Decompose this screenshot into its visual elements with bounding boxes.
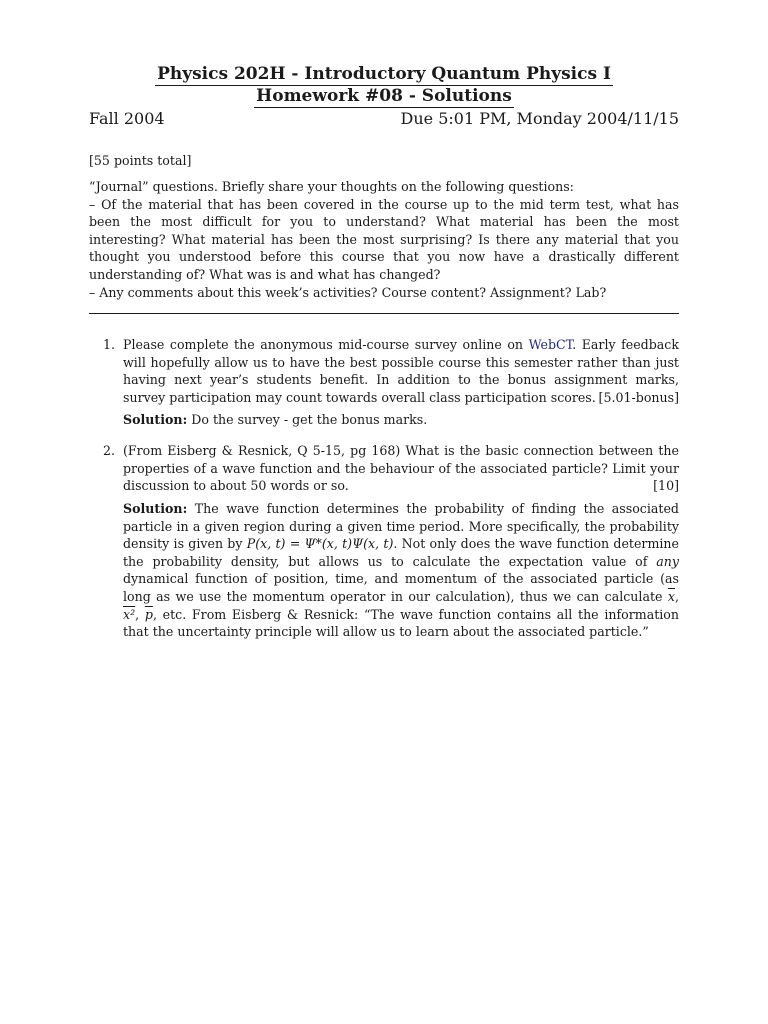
webct-link[interactable]: WebCT (528, 337, 573, 352)
solution-text: . Not only does the wave function determine the probability density, but allows us to calculate the expectation value of (123, 536, 679, 569)
points-total: [55 points total] (89, 153, 192, 168)
page-subtitle (0, 86, 768, 108)
question-2-solution (123, 500, 679, 641)
section-divider (89, 313, 679, 314)
term-label: Fall 2004 (89, 109, 165, 128)
solution-label: Solution: (123, 501, 188, 516)
solution-label: Solution: (123, 412, 188, 427)
question-1-text (123, 336, 679, 406)
solution-text: , etc. From Eisberg & Resnick: “The wave function contains all the information that the uncertainty principle will allow us to learn about the associated particle.” (123, 606, 679, 640)
expectation-x-squared: x² (123, 606, 136, 622)
journal-item: – Of the material that has been covered in the course up to the mid term test, what has been the most difficult for you to understand? What material has been the most interesting? What material has been the most surprising? Is there any material that you thought you understood before this course that you now have a drastically different understanding of? What was is and what has changed? (89, 196, 679, 282)
title-text: Physics 202H - Introductory Quantum Physics I (157, 64, 611, 84)
question-text: . Early feedback will hopefully allow us to have the best possible course this semester rather than just having next year’s students benefit. In addition to the bonus assignment marks, survey participation may count towards overall class participation scores. (123, 337, 679, 405)
journal-intro: “Journal” questions. Briefly share your thoughts on the following questions: (89, 179, 574, 194)
solution-text: The wave function determines the probability of finding the associated particle in a given region during a given time period. More specifically, the probability density is given by (123, 501, 679, 552)
probability-formula: P(x, t) = Ψ*(x, t)Ψ(x, t) (246, 536, 394, 552)
separator: , (135, 606, 145, 622)
journal-item: – Any comments about this week’s activities? Course content? Assignment? Lab? (89, 284, 607, 300)
question-text: Please complete the anonymous mid-course survey online on (123, 337, 529, 352)
question-marks: [10] (653, 478, 679, 494)
question-text: (From Eisberg & Resnick, Q 5-15, pg 168) What is the basic connection between the properties of a wave function and the behaviour of the associated particle? Limit your discussion to about 50 words or so. (123, 443, 679, 494)
expectation-x: $\overline{x}$ (667, 588, 675, 604)
emphasis-text: any (656, 553, 679, 569)
journal-questions (89, 178, 679, 301)
question-marks: [5.01-bonus] (598, 389, 679, 405)
subtitle-text: Homework #08 - Solutions (256, 86, 512, 106)
solution-text: Do the survey - get the bonus marks. (191, 412, 428, 427)
question-1-solution (123, 411, 679, 429)
solution-text: dynamical function of position, time, and momentum of the associated particle (as long as we use the momentum operator in our calculation), thus we can calculate (123, 571, 679, 604)
due-date: Due 5:01 PM, Monday 2004/11/15 (400, 109, 679, 128)
question-number: 2. (103, 443, 116, 458)
separator: , (674, 588, 679, 604)
expectation-p: $\overline{p}$ (144, 606, 153, 622)
question-number: 1. (103, 337, 116, 352)
question-2-text (123, 442, 679, 495)
page-title (0, 64, 768, 86)
